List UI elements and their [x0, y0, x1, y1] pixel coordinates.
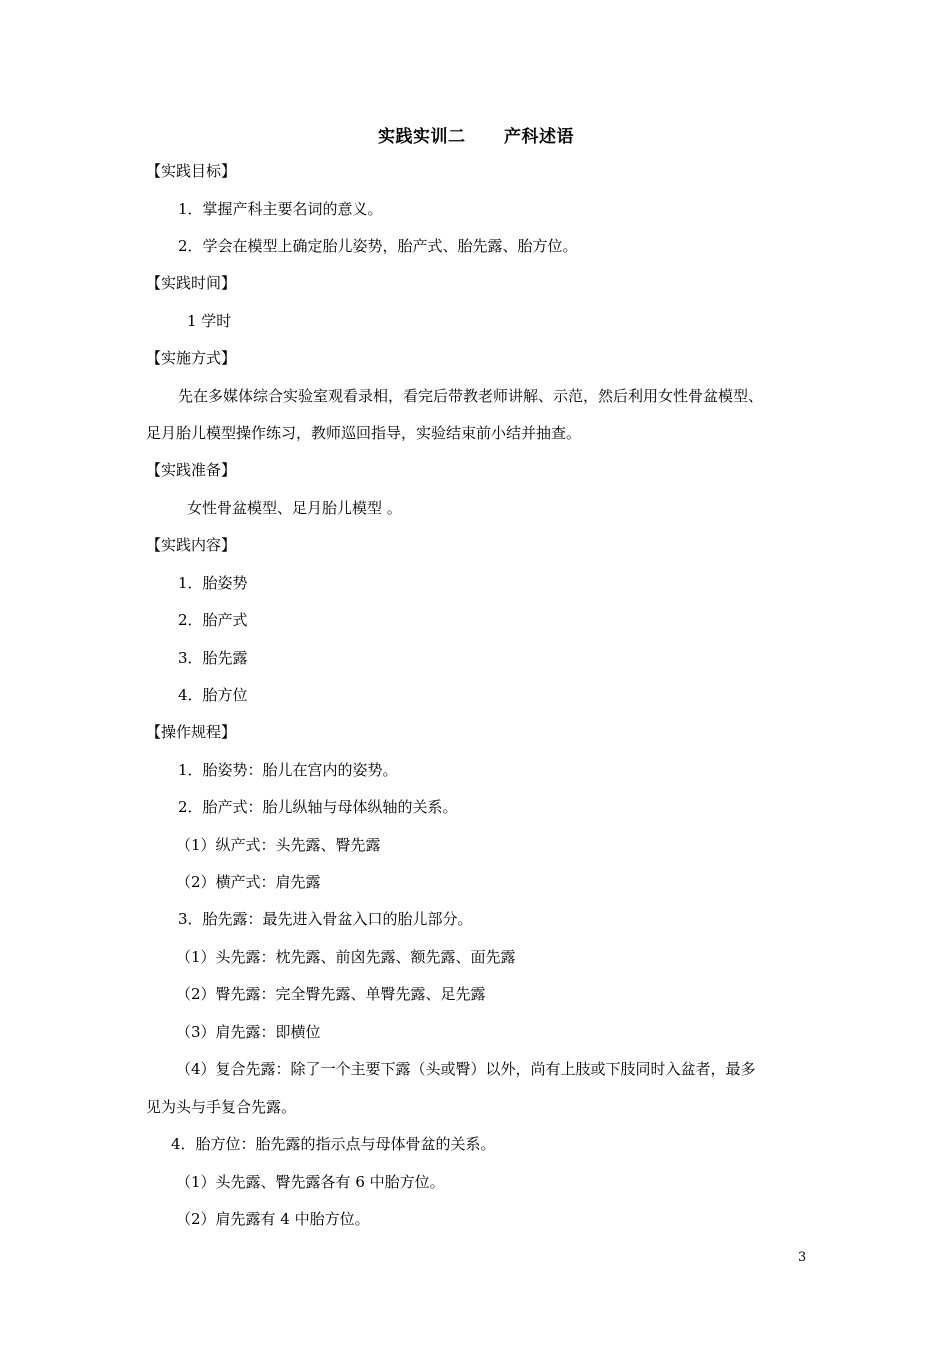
- goal-heading: 【实践目标】: [146, 162, 237, 180]
- procedure-subitem: （1）头先露、臀先露各有 6 中胎方位。: [176, 1173, 445, 1191]
- prep-heading: 【实践准备】: [146, 461, 237, 479]
- procedure-subitem: （2）横产式：肩先露: [176, 873, 321, 891]
- procedure-subitem: （3）肩先露：即横位: [176, 1023, 321, 1041]
- procedure-subitem-continuation: 见为头与手复合先露。: [146, 1098, 297, 1116]
- content-item: 4．胎方位: [178, 686, 248, 704]
- prep-value: 女性骨盆模型、足月胎儿模型 。: [187, 499, 402, 517]
- procedure-heading: 【操作规程】: [146, 723, 237, 741]
- procedure-item: 4．胎方位：胎先露的指示点与母体骨盆的关系。: [171, 1135, 496, 1153]
- method-paragraph-line: 足月胎儿模型操作练习，教师巡回指导，实验结束前小结并抽查。: [146, 424, 582, 442]
- procedure-subitem: （2）臀先露：完全臀先露、单臀先露、足先露: [176, 985, 486, 1003]
- content-heading: 【实践内容】: [146, 536, 237, 554]
- time-value: 1 学时: [187, 312, 232, 330]
- procedure-subitem: （1）纵产式：头先露、臀先露: [176, 836, 381, 854]
- content-item: 2．胎产式: [178, 611, 248, 629]
- procedure-subitem: （4）复合先露：除了一个主要下露（头或臀）以外，尚有上肢或下肢同时入盆者，最多: [176, 1060, 756, 1078]
- content-item: 3．胎先露: [178, 649, 248, 667]
- time-heading: 【实践时间】: [146, 274, 237, 292]
- procedure-subitem: （2）肩先露有 4 中胎方位。: [176, 1210, 370, 1228]
- content-item: 1．胎姿势: [178, 574, 248, 592]
- method-paragraph-line: 先在多媒体综合实验室观看录相，看完后带教老师讲解、示范，然后利用女性骨盆模型、: [178, 387, 764, 405]
- page-title: 实践实训二 产科述语: [377, 127, 574, 147]
- procedure-item: 3．胎先露：最先进入骨盆入口的胎儿部分。: [178, 910, 473, 928]
- page-number: 3: [798, 1250, 807, 1265]
- goal-item: 1．掌握产科主要名词的意义。: [178, 200, 383, 218]
- procedure-item: 1．胎姿势：胎儿在宫内的姿势。: [178, 761, 398, 779]
- procedure-item: 2．胎产式：胎儿纵轴与母体纵轴的关系。: [178, 798, 458, 816]
- procedure-subitem: （1）头先露：枕先露、前囟先露、额先露、面先露: [176, 948, 516, 966]
- method-heading: 【实施方式】: [146, 349, 237, 367]
- goal-item: 2．学会在模型上确定胎儿姿势，胎产式、胎先露、胎方位。: [178, 237, 578, 255]
